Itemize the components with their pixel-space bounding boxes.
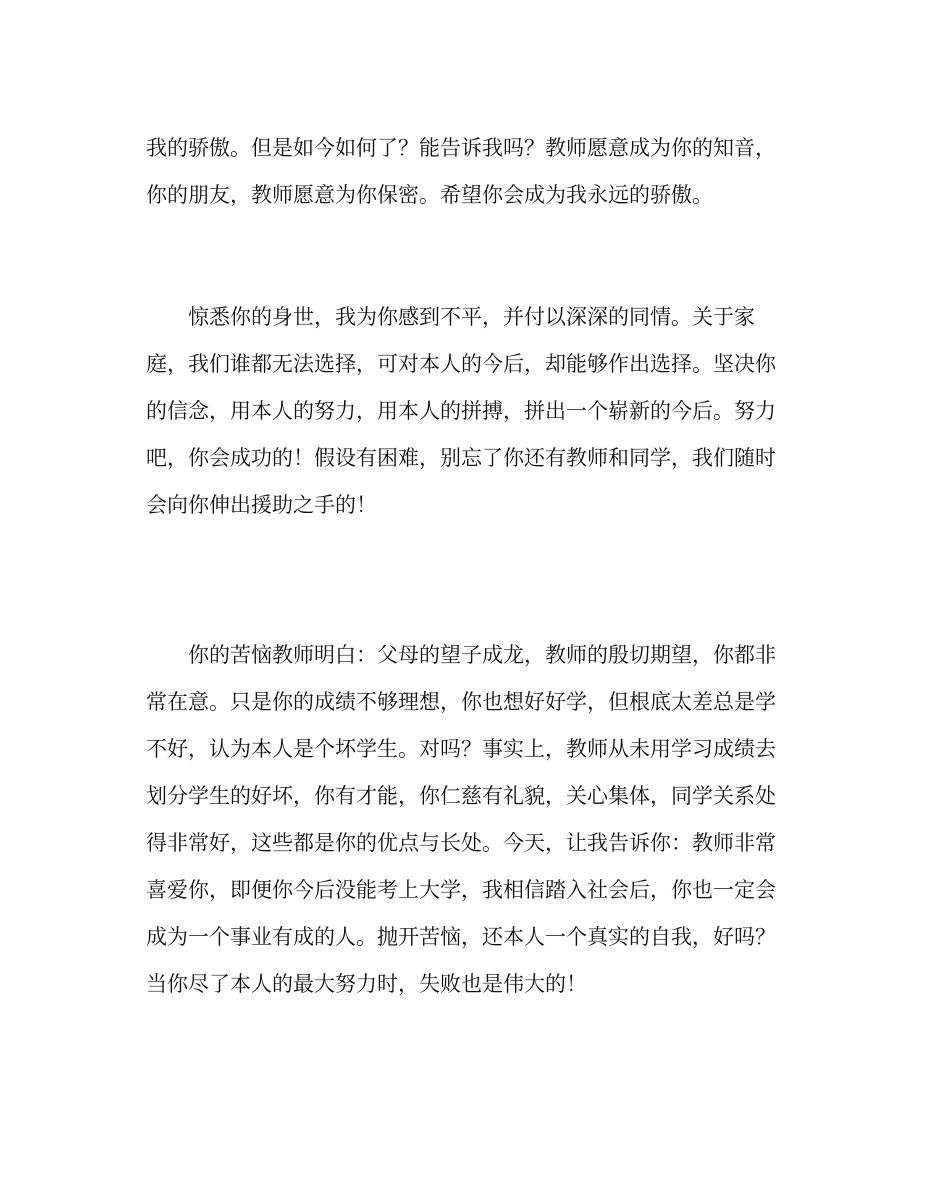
paragraph-1: [146, 125, 806, 219]
text-line: 当你尽了本人的最大努力时，失败也是伟大的！: [146, 972, 587, 996]
text-line: 我的骄傲。但是如今如何了？能告诉我吗？教师愿意成为你的知音，: [146, 136, 776, 160]
text-line: 的信念，用本人的努力，用本人的拼搏，拼出一个崭新的今后。努力: [146, 399, 776, 423]
paragraph-2: [146, 294, 806, 529]
text-line: 你的朋友，教师愿意为你保密。希望你会成为我永远的骄傲。: [146, 183, 713, 207]
text-line: 会向你伸出援助之手的！: [146, 493, 377, 517]
text-line: 常在意。只是你的成绩不够理想，你也想好好学，但根底太差总是学: [146, 690, 776, 714]
text-line: 得非常好，这些都是你的优点与长处。今天，让我告诉你：教师非常: [146, 831, 776, 855]
text-line: 惊悉你的身世，我为你感到不平，并付以深深的同情。关于家: [188, 305, 755, 329]
text-line: 成为一个事业有成的人。抛开苦恼，还本人一个真实的自我，好吗？: [146, 925, 776, 949]
text-line: 喜爱你，即便你今后没能考上大学，我相信踏入社会后，你也一定会: [146, 878, 776, 902]
text-line: 划分学生的好坏，你有才能，你仁慈有礼貌，关心集体，同学关系处: [146, 784, 776, 808]
text-line: 吧，你会成功的！假设有困难，别忘了你还有教师和同学，我们随时: [146, 446, 776, 470]
text-line: 庭，我们谁都无法选择，可对本人的今后，却能够作出选择。坚决你: [146, 352, 776, 376]
text-line: 你的苦恼教师明白：父母的望子成龙，教师的殷切期望，你都非: [188, 643, 776, 667]
paragraph-3: [146, 632, 806, 1008]
text-line: 不好，认为本人是个坏学生。对吗？事实上，教师从未用学习成绩去: [146, 737, 776, 761]
